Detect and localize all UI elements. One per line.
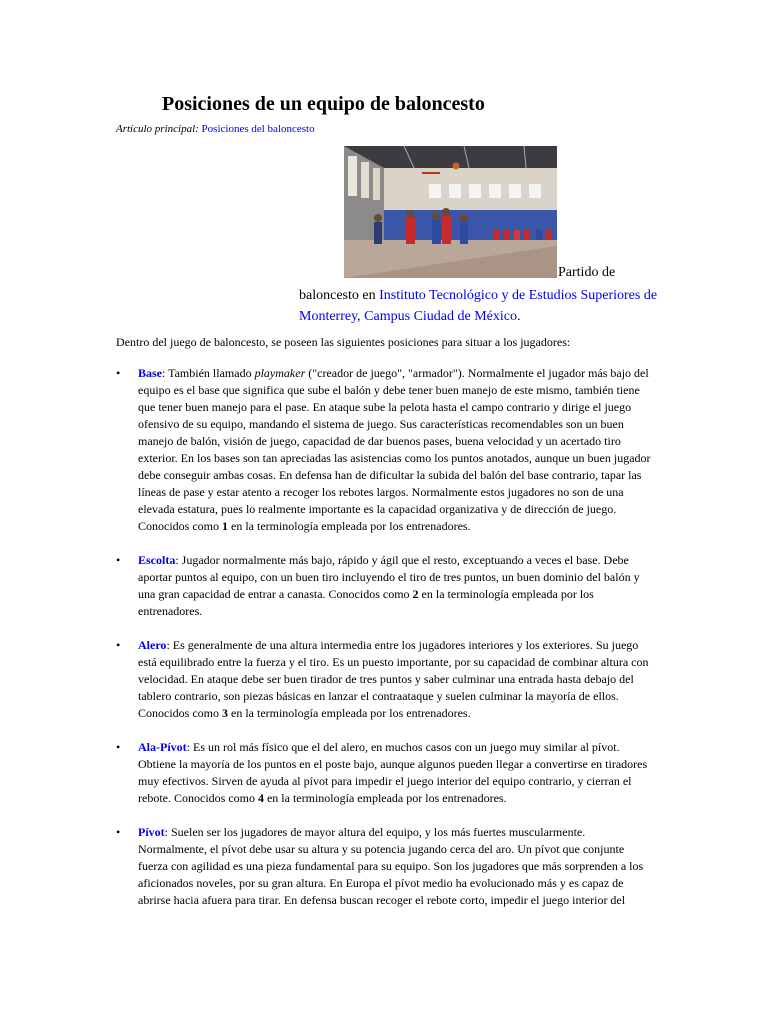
position-number: 3 [222, 706, 228, 720]
main-article-link[interactable]: Posiciones del baloncesto [201, 123, 315, 135]
position-link[interactable]: Escolta [138, 553, 176, 567]
figure-caption-link[interactable]: Instituto Tecnológico y de Estudios Superiores de Monterrey, Campus Ciudad de México [299, 288, 658, 324]
position-text: : Jugador normalmente más bajo, rápido y ágil que el resto, exceptuando a veces el base. Debe aportar puntos al equipo, con un buen tiro incluyendo el tiro de tres puntos, un buen dominio del balón y una gran capacidad de entrar a canasta. Conocidos como [138, 553, 640, 601]
position-text-cont: ("creador de juego", "armador"). Normalmente el jugador más bajo del equipo es el base que significa que sube el balón y debe tener buen manejo de este mismo, también tiene que tener buen manejo para el pase. En ataque sube la pelota hasta el campo contrario y dirige el juego ofensivo de su equipo, mandando el sistema de juego. Sus características recomendables son un buen manejo de balón, visión de juego, capacidad de dar buenos pases, buena velocidad y un acertado tiro exterior. En los bases son tan apreciadas las asistencias como los puntos anotados, aunque un buen jugador debe conseguir ambas cosas. En defensa han de dificultar la subida del balón del base contrario, tapar las líneas de pase y estar atento a recoger los rebotes largos. Normalmente estos jugadores no son de una elevada estatura, pues lo realmente importante es la capacidad organizativa y de dirección de juego. Conocidos como [138, 366, 651, 533]
positions-list [116, 365, 656, 926]
position-number: 2 [412, 587, 419, 601]
figure-caption-end: . [517, 309, 521, 324]
position-text: : Es generalmente de una altura intermedia entre los jugadores interiores y los exteriores. Su juego está equilibrado entre la fuerza y el tiro. Es un puesto importante, por su capacidad de combinar altura con velocidad. En ataque debe ser buen tirador de tres puntos y saber culminar una entrada hasta debajo del tablero contrario, son piezas básicas en lanzar el contraataque y suelen culminar la mayoría de ellos. Conocidos como [138, 638, 649, 720]
intro-paragraph: Dentro del juego de baloncesto, se poseen las siguientes posiciones para situar a los jugadores: [116, 335, 571, 349]
list-item [116, 739, 656, 807]
position-number: 4 [257, 791, 264, 805]
figure-caption-text: baloncesto en [299, 288, 380, 303]
position-link[interactable]: Alero [138, 638, 167, 652]
list-item [116, 824, 656, 909]
position-number: 1 [222, 519, 228, 533]
list-item [116, 365, 656, 535]
section-heading: Posiciones de un equipo de baloncesto [162, 93, 485, 115]
position-text-end: en la terminología empleada por los entrenadores. [228, 519, 471, 533]
position-text-end: en la terminología empleada por los entrenadores. [228, 706, 471, 720]
position-link[interactable]: Pívot [138, 825, 165, 839]
bullet-icon: • [116, 366, 121, 380]
figure-caption-start: Partido de [558, 265, 616, 280]
position-text: : Es un rol más físico que el del alero, en muchos casos con un juego muy similar al pívot. Obtiene la mayoría de los puntos en el poste bajo, aunque algunos pueden llegar a convertirse en tiradores muy efectivos. Sirven de ayuda al pívot para impedir el juego interior del equipo contrario, y cierran el rebote. Conocidos como [138, 740, 648, 805]
position-link[interactable]: Ala-Pívot [138, 740, 187, 754]
position-text: : También llamado [162, 366, 255, 380]
bullet-icon: • [116, 553, 121, 567]
basketball-photo[interactable] [344, 146, 557, 278]
bullet-icon: • [116, 825, 121, 839]
main-article-prefix: Artículo principal: [116, 123, 199, 135]
list-item [116, 552, 656, 620]
list-item [116, 637, 656, 722]
position-text: : Suelen ser los jugadores de mayor altura del equipo, y los más fuertes muscularmente. Normalmente, el pívot debe usar su altura y su potencia jugando cerca del aro. Un pívot que conjunte fuerza con agilidad es una pieza fundamental para su equipo. Son los jugadores que más sorprenden a los aficionados noveles, por su gran altura. En Europa el pívot medio ha evolucionado más y es capaz de abrirse hacia afuera para tirar. En defensa buscan recoger el rebote corto, impedir el juego interior del [138, 825, 644, 907]
main-article-note [116, 122, 315, 136]
figure-caption [299, 285, 659, 327]
position-italic: playmaker [254, 366, 306, 380]
bullet-icon: • [116, 638, 121, 652]
position-text-end: en la terminología empleada por los entrenadores. [138, 587, 594, 618]
position-link[interactable]: Base [138, 366, 162, 380]
position-text-end: en la terminología empleada por los entrenadores. [263, 791, 507, 805]
bullet-icon: • [116, 740, 121, 754]
